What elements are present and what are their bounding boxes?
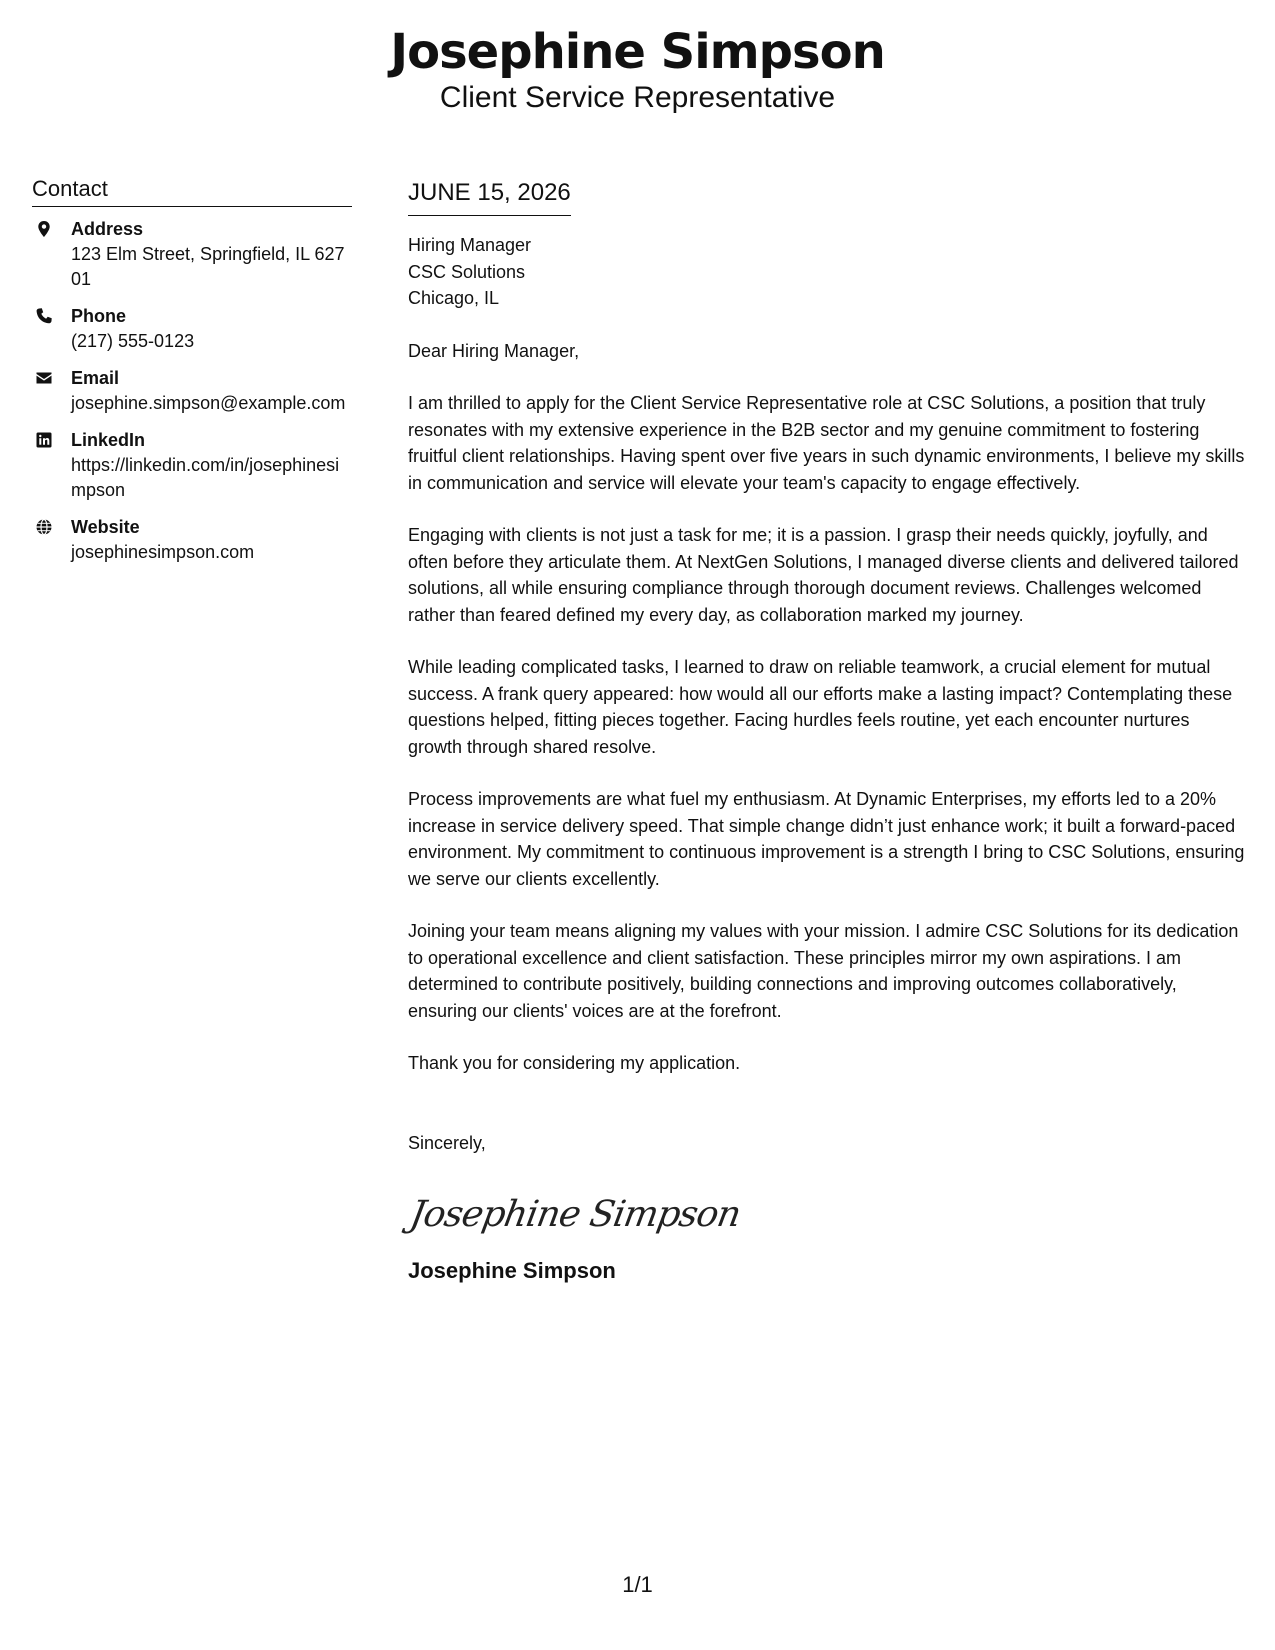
address-label: Address [71,219,144,239]
phone-label: Phone [71,306,127,326]
linkedin-label: LinkedIn [71,430,146,450]
letter-body [408,176,1248,1286]
letter-paragraph: Process improvements are what fuel my enthusiasm. At Dynamic Enterprises, my efforts led to a 20% increase in service delivery speed. That simple change didn’t just enhance work; it built a forward-paced environment. My commitment to continuous improvement is a strength I bring to CSC Solutions, ensuring we serve our clients excellently. [408,789,1245,889]
recipient-line: CSC Solutions [408,261,526,282]
phone-value: (217) 555-0123 [71,331,195,351]
contact-heading: Contact [32,174,352,207]
contact-item-website [32,515,352,565]
contact-item-phone [32,304,352,354]
email-label: Email [71,368,120,388]
applicant-role: Client Service Representative [439,81,836,114]
salutation: Dear Hiring Manager, [408,340,580,361]
contact-item-linkedin [32,428,352,503]
recipient-line: Hiring Manager [408,235,532,255]
svg-text:Josephine Simpson: Josephine Simpson [407,1192,744,1235]
email-value: josephine.simpson@example.com [71,393,346,413]
applicant-name: Josephine Simpson [390,24,885,80]
linkedin-icon [35,431,53,449]
website-label: Website [71,517,140,537]
closing-phrase: Sincerely, [408,1132,486,1153]
closing-block [408,1130,1248,1287]
letter-paragraph: Thank you for considering my application. [408,1053,741,1073]
linkedin-value: https://linkedin.com/in/josephinesimpson [71,455,340,500]
letter-paragraph: While leading complicated tasks, I learned to draw on reliable teamwork, a crucial element for mutual success. A frank query appeared: how would all our efforts make a lasting impact? Contemplating these questions helped, fitting pieces together. Facing hurdles feels routine, yet each encounter nurtures growth through shared resolve. [408,657,1233,757]
phone-icon [35,307,53,325]
contact-item-email [32,366,352,416]
signer-name: Josephine Simpson [408,1258,616,1283]
envelope-icon [35,369,53,387]
handwritten-signature [407,1184,744,1244]
globe-icon [35,518,53,536]
letter-date: JUNE 15, 2026 [408,176,571,216]
map-pin-icon [35,220,53,238]
recipient-block [408,232,1248,312]
letter-paragraph: Engaging with clients is not just a task for me; it is a passion. I grasp their needs quickly, joyfully, and often before they articulate them. At NextGen Solutions, I managed diverse clients and delivered tailored solutions, all while ensuring compliance through thorough document reviews. Challenges welcomed rather than feared defined my every day, as collaboration marked my journey. [408,525,1239,625]
letter-paragraph: Joining your team means aligning my values with your mission. I admire CSC Solutions for its dedication to operational excellence and client satisfaction. These principles mirror my own aspirations. I am determined to contribute positively, building connections and improving outcomes collaboratively, ensuring our clients' voices are at the forefront. [408,921,1239,1021]
letter-paragraph: I am thrilled to apply for the Client Service Representative role at CSC Solutions, a position that truly resonates with my extensive experience in the B2B sector and my genuine commitment to fostering fruitful client relationships. Having spent over five years in such dynamic environments, I believe my skills in communication and service will elevate your team's capacity to engage effectively. [408,393,1245,493]
letter-header [0,22,1275,116]
address-value: 123 Elm Street, Springfield, IL 62701 [71,244,345,289]
contact-sidebar [32,174,352,577]
page-number: 1/1 [622,1572,653,1597]
recipient-line: Chicago, IL [408,288,500,308]
website-value: josephinesimpson.com [71,542,255,562]
contact-item-address [32,217,352,292]
